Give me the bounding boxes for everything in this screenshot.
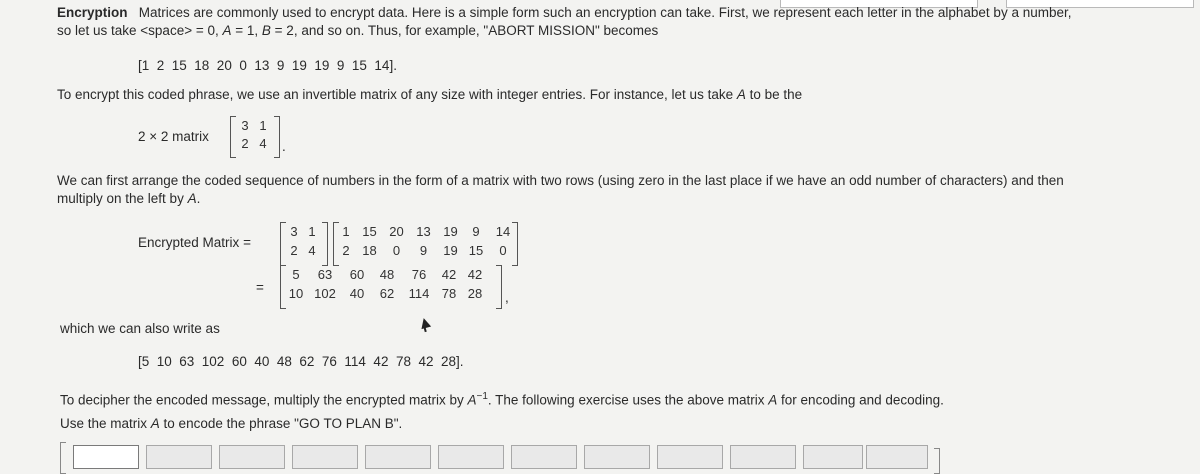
equals-sign: = bbox=[243, 235, 251, 250]
matrix-cell: 102 bbox=[314, 286, 336, 301]
text-segment: Use the matrix bbox=[60, 416, 151, 431]
text-segment: . bbox=[196, 191, 201, 206]
matrix-cell: 14 bbox=[495, 224, 511, 239]
matrix-cell: 42 bbox=[467, 267, 483, 282]
text-segment: multiply on the left by bbox=[57, 191, 188, 206]
var-a: A bbox=[768, 392, 778, 408]
matrix-cell: 2 bbox=[342, 243, 350, 258]
matrix-cell: 114 bbox=[408, 286, 430, 301]
text-segment: = 1, bbox=[231, 23, 262, 38]
matrix-cell: 3 bbox=[290, 224, 298, 239]
matrix-cell: 1 bbox=[308, 224, 316, 239]
matrix-cell: 9 bbox=[472, 224, 480, 239]
matrix-cell: 20 bbox=[389, 224, 404, 239]
arrange-line-1: We can first arrange the coded sequence of numbers in the form of a matrix with two rows (using zero in the last place if we have an odd number of characters) and then bbox=[57, 173, 1064, 188]
intro-line-1 bbox=[57, 5, 1071, 20]
matrix-cell: 0 bbox=[499, 243, 507, 258]
answer-input[interactable] bbox=[219, 445, 285, 469]
matrix-label: 2 × 2 matrix bbox=[138, 129, 209, 144]
answer-input[interactable] bbox=[866, 445, 928, 469]
encrypted-matrix-label bbox=[138, 235, 251, 250]
var-a: A bbox=[222, 23, 232, 38]
matrix-cell: 2 bbox=[290, 243, 298, 258]
matrix-cell: 15 bbox=[362, 224, 377, 239]
matrix-cell: 28 bbox=[467, 286, 483, 301]
text-segment: . The following exercise uses the above matrix bbox=[487, 392, 769, 408]
matrix-cell: 10 bbox=[288, 286, 304, 301]
var-a: A bbox=[187, 191, 197, 206]
coded-sequence: [1 2 15 18 20 0 13 9 19 19 9 15 14]. bbox=[138, 58, 397, 73]
matrix-cell: 48 bbox=[379, 267, 395, 282]
matrix-a bbox=[236, 118, 272, 151]
answer-input[interactable] bbox=[584, 445, 650, 469]
answer-left-bracket bbox=[60, 442, 66, 474]
coded-matrix-right-bracket bbox=[512, 222, 518, 266]
var-a: A bbox=[150, 416, 160, 431]
text-segment: for encoding and decoding. bbox=[777, 392, 944, 408]
var-a: A bbox=[467, 392, 477, 408]
matrix-cell: 60 bbox=[349, 267, 365, 282]
answer-input[interactable] bbox=[73, 445, 139, 469]
matrix-cell: 1 bbox=[342, 224, 350, 239]
matrix-cell: 5 bbox=[292, 267, 300, 282]
result-matrix bbox=[284, 267, 488, 301]
matrix-cell: 2 bbox=[241, 136, 249, 151]
matrix-a-right-bracket bbox=[274, 116, 280, 158]
arrange-line-2 bbox=[57, 191, 200, 206]
answer-input[interactable] bbox=[365, 445, 431, 469]
matrix-cell: 9 bbox=[419, 243, 428, 258]
matrix-cell: 76 bbox=[411, 267, 427, 282]
answer-input[interactable] bbox=[511, 445, 577, 469]
matrix-cell: 42 bbox=[441, 267, 457, 282]
matrix-cell: 40 bbox=[349, 286, 365, 301]
text-segment: to be the bbox=[745, 87, 803, 102]
answer-input[interactable] bbox=[438, 445, 504, 469]
matrix-cell: 1 bbox=[259, 118, 267, 133]
equals-sign: = bbox=[256, 280, 264, 295]
text-segment: so let us take <space> = 0, bbox=[57, 23, 223, 38]
coded-matrix bbox=[336, 224, 518, 258]
inverse-exponent: −1 bbox=[476, 391, 488, 402]
intro-text: Matrices are commonly used to encrypt data. Here is a simple form such an encryption can take. First, we represent each letter in the alphabet by a number, bbox=[138, 5, 1072, 20]
matrix-cell: 18 bbox=[362, 243, 377, 258]
also-write-text: which we can also write as bbox=[60, 321, 220, 336]
decipher-text bbox=[60, 391, 944, 408]
answer-input[interactable] bbox=[657, 445, 723, 469]
matrix-cell: 4 bbox=[259, 136, 267, 151]
period: . bbox=[282, 139, 286, 154]
matrix-cell: 78 bbox=[441, 286, 457, 301]
matrix-a-right-bracket bbox=[322, 222, 328, 266]
matrix-cell: 13 bbox=[416, 224, 431, 239]
section-heading: Encryption bbox=[57, 5, 128, 20]
matrix-cell: 3 bbox=[241, 118, 249, 133]
text-segment: = 2, and so on. Thus, for example, "ABORT MISSION" becomes bbox=[270, 23, 659, 38]
matrix-cell: 19 bbox=[443, 243, 458, 258]
answer-input[interactable] bbox=[730, 445, 796, 469]
matrix-cell: 63 bbox=[317, 267, 333, 282]
text-segment: To encrypt this coded phrase, we use an invertible matrix of any size with integer entries. For instance, let us take bbox=[57, 87, 737, 102]
text-segment: To decipher the encoded message, multiply the encrypted matrix by bbox=[60, 392, 468, 408]
answer-input[interactable] bbox=[146, 445, 212, 469]
encrypted-sequence: [5 10 63 102 60 40 48 62 76 114 42 78 42 28]. bbox=[138, 354, 464, 369]
answer-right-bracket bbox=[934, 448, 940, 474]
answer-input[interactable] bbox=[292, 445, 358, 469]
matrix-cell: 15 bbox=[468, 243, 484, 258]
comma: , bbox=[505, 290, 509, 305]
encrypt-intro bbox=[57, 87, 802, 102]
intro-line-2 bbox=[57, 23, 658, 38]
var-b: B bbox=[261, 23, 271, 38]
matrix-cell: 62 bbox=[379, 286, 395, 301]
matrix-cell: 19 bbox=[443, 224, 458, 239]
instruction-text bbox=[60, 416, 402, 431]
matrix-cell: 0 bbox=[392, 243, 401, 258]
matrix-cell: 4 bbox=[308, 243, 316, 258]
matrix-a bbox=[285, 224, 321, 258]
answer-input[interactable] bbox=[803, 445, 863, 469]
text-segment: to encode the phrase "GO TO PLAN B". bbox=[159, 416, 403, 431]
var-a: A bbox=[736, 87, 746, 102]
result-matrix-right-bracket bbox=[496, 265, 502, 309]
label-text: Encrypted Matrix bbox=[138, 235, 240, 250]
